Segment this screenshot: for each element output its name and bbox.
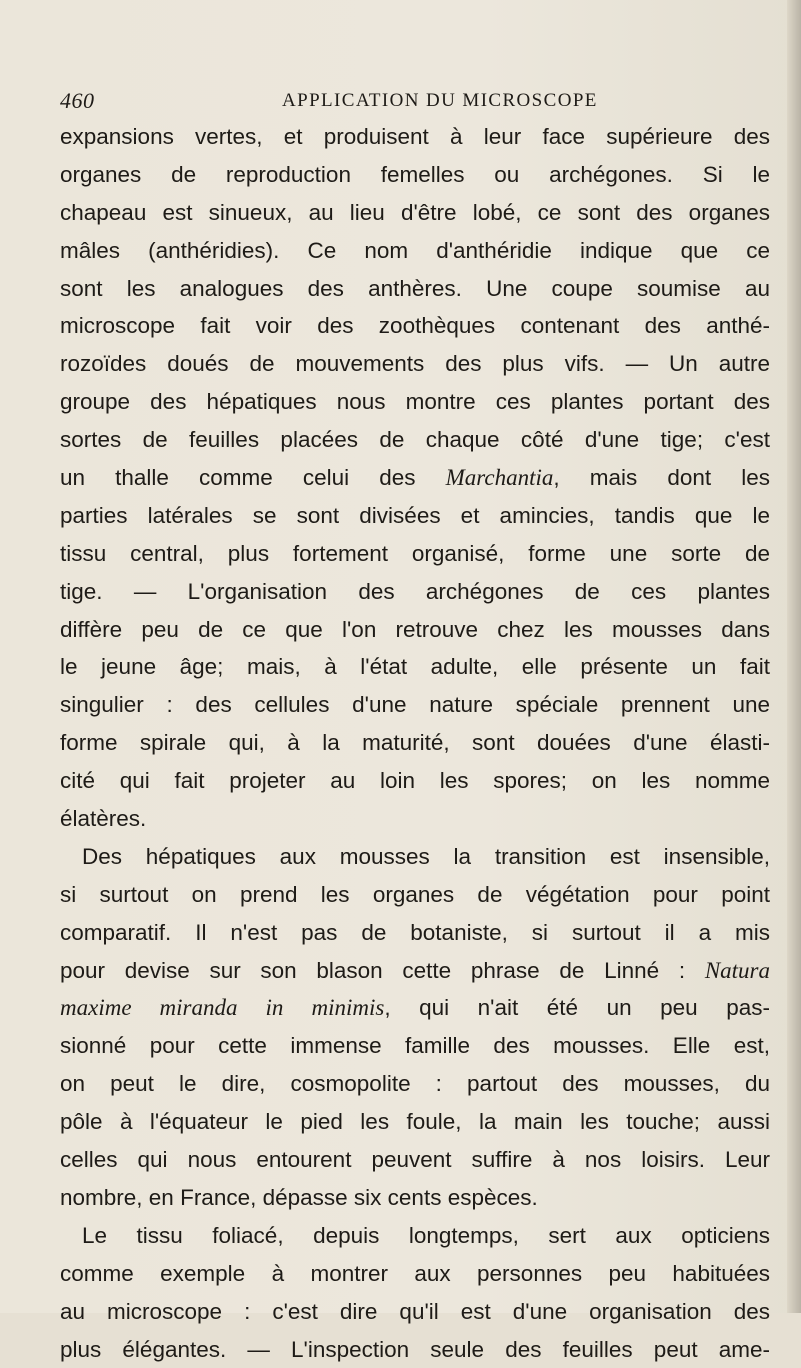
text-line: le jeune âge; mais, à l'état adulte, elle présente un fait [60, 648, 770, 686]
text-line [60, 989, 770, 1027]
text-line: sont les analogues des anthères. Une coupe soumise au [60, 270, 770, 308]
text-line: singulier : des cellules d'une nature spéciale prennent une [60, 686, 770, 724]
text-line: microscope fait voir des zoothèques contenant des anthé- [60, 307, 770, 345]
text-line: tissu central, plus fortement organisé, forme une sorte de [60, 535, 770, 573]
text-line: on peut le dire, cosmopolite : partout des mousses, du [60, 1065, 770, 1103]
text-line: chapeau est sinueux, au lieu d'être lobé, ce sont des organes [60, 194, 770, 232]
text-line: comparatif. Il n'est pas de botaniste, si surtout il a mis [60, 914, 770, 952]
text-line: pôle à l'équateur le pied les foule, la main les touche; aussi [60, 1103, 770, 1141]
page-number: 460 [60, 88, 95, 114]
text-line: comme exemple à montrer aux personnes peu habituées [60, 1255, 770, 1293]
text-line [60, 459, 770, 497]
text-line: diffère peu de ce que l'on retrouve chez les mousses dans [60, 611, 770, 649]
text-line: mâles (anthéridies). Ce nom d'anthéridie indique que ce [60, 232, 770, 270]
text-line: tige. — L'organisation des archégones de ces plantes [60, 573, 770, 611]
text-line: plus élégantes. — L'inspection seule des feuilles peut ame- [60, 1331, 770, 1368]
text-line: rozoïdes doués de mouvements des plus vifs. — Un autre [60, 345, 770, 383]
text-line: Des hépatiques aux mousses la transition est insensible, [60, 838, 770, 876]
text-line: au microscope : c'est dire qu'il est d'une organisation des [60, 1293, 770, 1331]
italic-term: Marchantia [446, 465, 554, 490]
text-segment: , mais dont les [553, 465, 770, 490]
text-line: celles qui nous entourent peuvent suffire à nos loisirs. Leur [60, 1141, 770, 1179]
text-line: élatères. [60, 800, 770, 838]
text-line: groupe des hépatiques nous montre ces plantes portant des [60, 383, 770, 421]
text-line: cité qui fait projeter au loin les spores; on les nomme [60, 762, 770, 800]
text-line: parties latérales se sont divisées et amincies, tandis que le [60, 497, 770, 535]
text-line [60, 952, 770, 990]
text-line: Le tissu foliacé, depuis longtemps, sert aux opticiens [60, 1217, 770, 1255]
page-header [60, 88, 765, 118]
text-line: si surtout on prend les organes de végétation pour point [60, 876, 770, 914]
text-line: sionné pour cette immense famille des mousses. Elle est, [60, 1027, 770, 1065]
running-title: APPLICATION DU MICROSCOPE [282, 90, 598, 112]
body-text [60, 118, 770, 1368]
text-segment: un thalle comme celui des [60, 465, 416, 490]
text-line: expansions vertes, et produisent à leur face supérieure des [60, 118, 770, 156]
text-segment: pour devise sur son blason cette phrase de Linné : [60, 958, 685, 983]
text-line: forme spirale qui, à la maturité, sont douées d'une élasti- [60, 724, 770, 762]
page-edge [787, 0, 801, 1313]
text-line: sortes de feuilles placées de chaque côté d'une tige; c'est [60, 421, 770, 459]
text-segment: , qui n'ait été un peu pas- [384, 995, 770, 1020]
text-line: organes de reproduction femelles ou archégones. Si le [60, 156, 770, 194]
italic-quote: maxime miranda in minimis [60, 995, 384, 1020]
text-line: nombre, en France, dépasse six cents espèces. [60, 1179, 770, 1217]
italic-term: Natura [705, 958, 770, 983]
